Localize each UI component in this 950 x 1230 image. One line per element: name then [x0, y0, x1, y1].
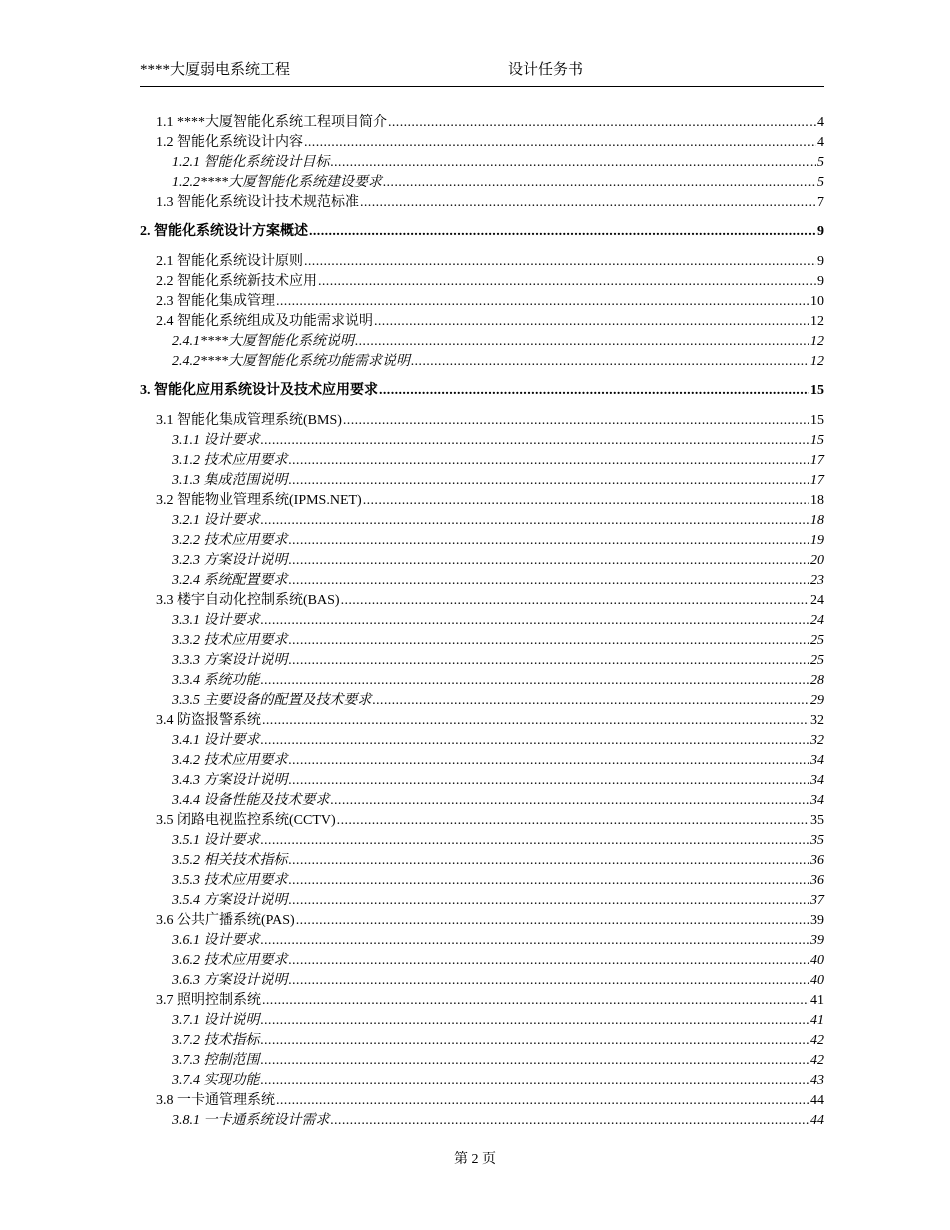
toc-leader-dots — [309, 222, 816, 242]
toc-entry-title: 3.2 智能物业管理系统(IPMS.NET) — [156, 493, 362, 508]
toc-entry-page: 44 — [810, 1113, 824, 1128]
toc-entry-title: 3.6 公共广播系统(PAS) — [156, 913, 295, 928]
toc-entry[interactable] — [140, 381, 824, 402]
toc-entry-title: 2. 智能化系统设计方案概述 — [140, 224, 308, 239]
toc-entry-page: 18 — [810, 493, 824, 508]
toc-entry-title: 3.2.1 设计要求 — [172, 513, 260, 528]
toc-leader-dots — [411, 352, 809, 372]
toc-entry-page: 24 — [810, 613, 824, 628]
toc-leader-dots — [304, 133, 816, 153]
toc-entry[interactable] — [140, 431, 824, 451]
toc-entry-title: 3.7.4 实现功能 — [172, 1073, 260, 1088]
toc-entry[interactable] — [140, 611, 824, 631]
toc-entry-page: 44 — [810, 1093, 824, 1108]
toc-entry[interactable] — [140, 711, 824, 731]
toc-entry-title: 3.3.3 方案设计说明 — [172, 653, 288, 668]
toc-entry-page: 15 — [810, 413, 824, 428]
toc-entry-title: 1.2.1 智能化系统设计目标 — [172, 155, 330, 170]
toc-leader-dots — [289, 531, 810, 551]
toc-leader-dots — [360, 193, 816, 213]
toc-entry-title: 3.2.3 方案设计说明 — [172, 553, 288, 568]
toc-entry[interactable] — [140, 312, 824, 332]
toc-leader-dots — [374, 312, 809, 332]
toc-entry-page: 36 — [810, 873, 824, 888]
toc-leader-dots — [331, 153, 817, 173]
toc-entry[interactable] — [140, 691, 824, 711]
toc-entry-page: 18 — [810, 513, 824, 528]
toc-leader-dots — [373, 691, 810, 711]
toc-entry-page: 35 — [810, 833, 824, 848]
toc-entry[interactable] — [140, 551, 824, 571]
toc-entry[interactable] — [140, 871, 824, 891]
toc-entry-page: 34 — [810, 753, 824, 768]
toc-leader-dots — [261, 431, 810, 451]
toc-entry[interactable] — [140, 951, 824, 971]
toc-leader-dots — [289, 571, 810, 591]
toc-entry[interactable] — [140, 831, 824, 851]
toc-leader-dots — [363, 491, 809, 511]
toc-entry-title: 2.3 智能化集成管理 — [156, 294, 275, 309]
toc-entry-page: 40 — [810, 953, 824, 968]
toc-entry[interactable] — [140, 731, 824, 751]
toc-leader-dots — [379, 381, 809, 401]
toc-leader-dots — [289, 771, 810, 791]
toc-entry-page: 9 — [817, 254, 824, 269]
toc-entry[interactable] — [140, 651, 824, 671]
toc-entry-title: 3.7.2 技术指标 — [172, 1033, 260, 1048]
toc-entry[interactable] — [140, 751, 824, 771]
header-divider — [140, 86, 824, 87]
toc-entry[interactable] — [140, 811, 824, 831]
toc-entry-page: 32 — [810, 713, 824, 728]
toc-entry-page: 7 — [817, 195, 824, 210]
toc-entry[interactable] — [140, 272, 824, 292]
toc-leader-dots — [296, 911, 809, 931]
toc-entry[interactable] — [140, 1011, 824, 1031]
toc-entry[interactable] — [140, 292, 824, 312]
toc-leader-dots — [383, 173, 816, 193]
toc-entry-page: 40 — [810, 973, 824, 988]
page-footer — [0, 1148, 950, 1168]
toc-leader-dots — [337, 811, 809, 831]
toc-leader-dots — [318, 272, 816, 292]
toc-entry-page: 5 — [817, 175, 824, 190]
toc-entry-title: 3.6.3 方案设计说明 — [172, 973, 288, 988]
toc-leader-dots — [261, 611, 810, 631]
toc-entry-title: 2.4.1****大厦智能化系统说明 — [172, 334, 354, 349]
toc-entry[interactable] — [140, 591, 824, 611]
toc-entry-page: 15 — [810, 383, 824, 398]
toc-entry-title: 2.4.2****大厦智能化系统功能需求说明 — [172, 354, 410, 369]
page-number: 第 2 页 — [454, 1152, 496, 1167]
toc-leader-dots — [289, 971, 810, 991]
toc-leader-dots — [261, 511, 810, 531]
toc-entry-title: 3.4.4 设备性能及技术要求 — [172, 793, 330, 808]
toc-entry[interactable] — [140, 511, 824, 531]
header-project-title: ****大厦弱电系统工程 — [140, 62, 291, 78]
toc-entry[interactable] — [140, 851, 824, 871]
toc-entry-title: 3.6.1 设计要求 — [172, 933, 260, 948]
toc-entry-page: 20 — [810, 553, 824, 568]
toc-leader-dots — [261, 1051, 810, 1071]
toc-leader-dots — [261, 1011, 810, 1031]
toc-entry[interactable] — [140, 471, 824, 491]
toc-entry[interactable] — [140, 332, 824, 352]
toc-entry-page: 10 — [810, 294, 824, 309]
page-header — [140, 58, 824, 80]
toc-leader-dots — [388, 113, 816, 133]
toc-entry-title: 3.6.2 技术应用要求 — [172, 953, 288, 968]
toc-entry-title: 3.5.4 方案设计说明 — [172, 893, 288, 908]
toc-leader-dots — [262, 711, 809, 731]
toc-entry-title: 3.3 楼宇自动化控制系统(BAS) — [156, 593, 340, 608]
toc-entry-page: 34 — [810, 773, 824, 788]
toc-leader-dots — [261, 1071, 810, 1091]
toc-leader-dots — [276, 1091, 809, 1111]
toc-entry-page: 19 — [810, 533, 824, 548]
toc-entry-title: 3.5.3 技术应用要求 — [172, 873, 288, 888]
toc-entry-page: 43 — [810, 1073, 824, 1088]
toc-entry[interactable] — [140, 671, 824, 691]
toc-entry-page: 23 — [810, 573, 824, 588]
toc-entry[interactable] — [140, 771, 824, 791]
toc-entry-title: 3.3.2 技术应用要求 — [172, 633, 288, 648]
toc-entry[interactable] — [140, 991, 824, 1011]
toc-leader-dots — [289, 471, 810, 491]
toc-entry-title: 3.2.2 技术应用要求 — [172, 533, 288, 548]
toc-entry-title: 3.7.1 设计说明 — [172, 1013, 260, 1028]
toc-entry[interactable] — [140, 931, 824, 951]
toc-leader-dots — [261, 1031, 810, 1051]
toc-entry[interactable] — [140, 1091, 824, 1111]
toc-entry[interactable] — [140, 631, 824, 651]
toc-entry[interactable] — [140, 113, 824, 133]
toc-leader-dots — [331, 1111, 810, 1131]
toc-entry-title: 3.7.3 控制范围 — [172, 1053, 260, 1068]
toc-leader-dots — [289, 891, 810, 911]
toc-entry[interactable] — [140, 1071, 824, 1091]
toc-entry-page: 15 — [810, 433, 824, 448]
toc-entry[interactable] — [140, 133, 824, 153]
toc-entry-title: 3.5 闭路电视监控系统(CCTV) — [156, 813, 336, 828]
toc-entry-page: 29 — [810, 693, 824, 708]
toc-entry-page: 12 — [810, 314, 824, 329]
toc-entry[interactable] — [140, 571, 824, 591]
toc-entry-title: 2.4 智能化系统组成及功能需求说明 — [156, 314, 373, 329]
toc-entry[interactable] — [140, 451, 824, 471]
toc-entry-page: 34 — [810, 793, 824, 808]
toc-entry-page: 42 — [810, 1053, 824, 1068]
toc-entry-title: 3.5.1 设计要求 — [172, 833, 260, 848]
toc-entry-title: 3.1.1 设计要求 — [172, 433, 260, 448]
toc-entry[interactable] — [140, 1111, 824, 1131]
toc-entry-page: 36 — [810, 853, 824, 868]
toc-leader-dots — [289, 851, 810, 871]
toc-leader-dots — [262, 991, 809, 1011]
toc-entry[interactable] — [140, 1031, 824, 1051]
toc-leader-dots — [261, 731, 810, 751]
toc-entry-page: 9 — [817, 274, 824, 289]
header-document-title: 设计任务书 — [508, 62, 584, 78]
toc-entry-title: 3.7 照明控制系统 — [156, 993, 261, 1008]
toc-entry-page: 35 — [810, 813, 824, 828]
toc-entry-title: 3.1 智能化集成管理系统(BMS) — [156, 413, 342, 428]
toc-leader-dots — [289, 451, 810, 471]
toc-entry-title: 1.2 智能化系统设计内容 — [156, 135, 303, 150]
toc-entry[interactable] — [140, 891, 824, 911]
toc-entry-title: 1.2.2****大厦智能化系统建设要求 — [172, 175, 382, 190]
toc-entry-page: 4 — [817, 135, 824, 150]
toc-entry[interactable] — [140, 531, 824, 551]
toc-leader-dots — [261, 831, 810, 851]
toc-entry-page: 17 — [810, 473, 824, 488]
toc-entry[interactable] — [140, 911, 824, 931]
toc-leader-dots — [289, 551, 810, 571]
toc-leader-dots — [341, 591, 809, 611]
toc-leader-dots — [261, 671, 810, 691]
toc-entry[interactable] — [140, 252, 824, 272]
toc-entry-title: 3.8.1 一卡通系统设计需求 — [172, 1113, 330, 1128]
toc-entry[interactable] — [140, 173, 824, 193]
toc-entry-title: 2.1 智能化系统设计原则 — [156, 254, 303, 269]
toc-entry-title: 3.2.4 系统配置要求 — [172, 573, 288, 588]
toc-entry-page: 28 — [810, 673, 824, 688]
toc-entry-page: 37 — [810, 893, 824, 908]
toc-entry-page: 12 — [810, 334, 824, 349]
toc-entry-page: 17 — [810, 453, 824, 468]
toc-entry-title: 3.1.2 技术应用要求 — [172, 453, 288, 468]
toc-entry-title: 3.8 一卡通管理系统 — [156, 1093, 275, 1108]
toc-leader-dots — [355, 332, 809, 352]
toc-entry-page: 5 — [817, 155, 824, 170]
toc-entry-page: 25 — [810, 633, 824, 648]
toc-leader-dots — [289, 871, 810, 891]
toc-entry[interactable] — [140, 791, 824, 811]
toc-entry-title: 3.3.5 主要设备的配置及技术要求 — [172, 693, 372, 708]
toc-entry-title: 3.1.3 集成范围说明 — [172, 473, 288, 488]
toc-entry[interactable] — [140, 222, 824, 243]
table-of-contents — [140, 113, 824, 1131]
toc-entry-page: 42 — [810, 1033, 824, 1048]
toc-leader-dots — [304, 252, 816, 272]
toc-entry-page: 32 — [810, 733, 824, 748]
toc-entry-title: 3.4.1 设计要求 — [172, 733, 260, 748]
toc-entry-page: 9 — [817, 224, 824, 239]
toc-entry-page: 41 — [810, 1013, 824, 1028]
toc-entry[interactable] — [140, 411, 824, 431]
toc-leader-dots — [289, 951, 810, 971]
toc-entry-title: 3.4.3 方案设计说明 — [172, 773, 288, 788]
toc-entry-title: 3.4.2 技术应用要求 — [172, 753, 288, 768]
toc-leader-dots — [289, 631, 810, 651]
toc-entry-title: 1.3 智能化系统设计技术规范标准 — [156, 195, 359, 210]
toc-entry-title: 3. 智能化应用系统设计及技术应用要求 — [140, 383, 378, 398]
toc-entry-title: 2.2 智能化系统新技术应用 — [156, 274, 317, 289]
toc-entry-title: 3.5.2 相关技术指标 — [172, 853, 288, 868]
toc-entry-title: 3.3.4 系统功能 — [172, 673, 260, 688]
toc-entry[interactable] — [140, 193, 824, 213]
toc-entry[interactable] — [140, 1051, 824, 1071]
toc-entry[interactable] — [140, 491, 824, 511]
toc-entry-page: 39 — [810, 933, 824, 948]
toc-leader-dots — [276, 292, 809, 312]
toc-entry-page: 24 — [810, 593, 824, 608]
toc-leader-dots — [289, 651, 810, 671]
toc-entry-page: 4 — [817, 115, 824, 130]
toc-entry-page: 25 — [810, 653, 824, 668]
toc-entry-title: 3.3.1 设计要求 — [172, 613, 260, 628]
toc-entry[interactable] — [140, 153, 824, 173]
toc-leader-dots — [261, 931, 810, 951]
toc-entry-title: 3.4 防盗报警系统 — [156, 713, 261, 728]
toc-leader-dots — [331, 791, 810, 811]
toc-entry-page: 12 — [810, 354, 824, 369]
toc-entry-page: 39 — [810, 913, 824, 928]
toc-entry[interactable] — [140, 352, 824, 372]
toc-leader-dots — [289, 751, 810, 771]
toc-entry[interactable] — [140, 971, 824, 991]
toc-entry-title: 1.1 ****大厦智能化系统工程项目简介 — [156, 115, 387, 130]
toc-entry-page: 41 — [810, 993, 824, 1008]
toc-leader-dots — [343, 411, 809, 431]
